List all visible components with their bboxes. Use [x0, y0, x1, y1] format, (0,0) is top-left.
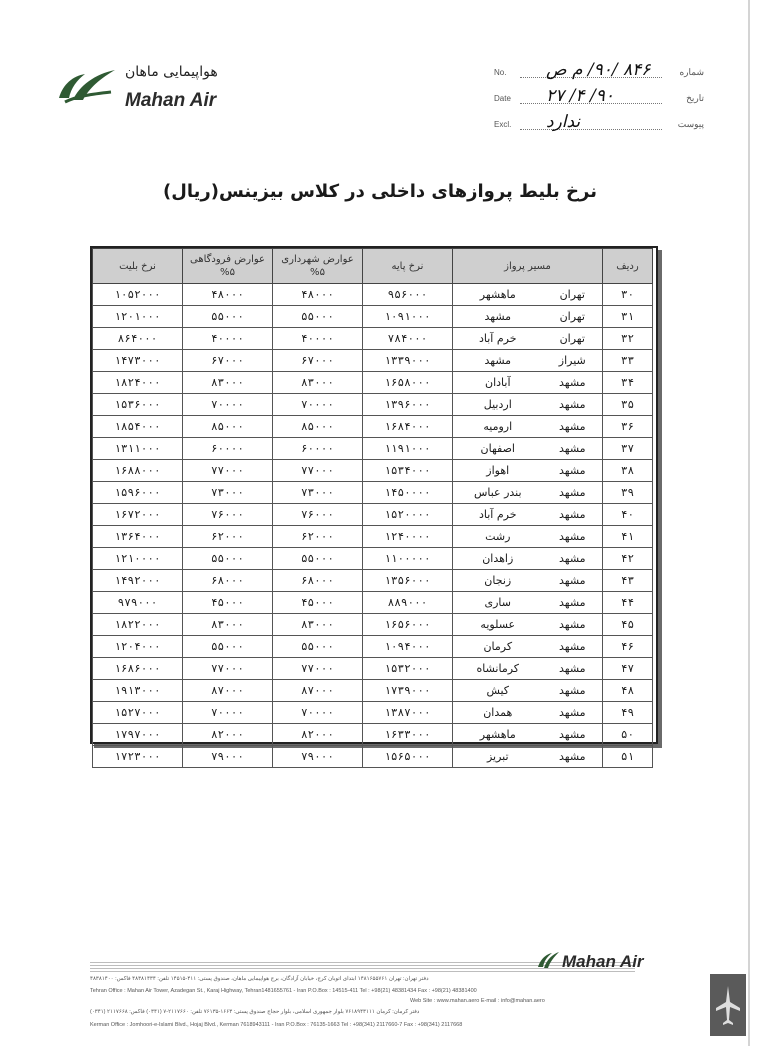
city-tax-cell: ۴۸۰۰۰: [273, 284, 363, 306]
route-destination-cell: کرمان: [453, 636, 543, 658]
route-origin-cell: تهران: [543, 328, 603, 350]
table-row: [93, 306, 653, 328]
footer-tehran-fa: دفتر تهران: تهران ۱۴۸۱۶۵۵۷۶۱ ابتدای اتوبان کرج، خیابان آزادگان، برج هواپیمایی ماهان، صندوق پستی: ۴۱۱-۱۴۵۱۵ تلفن: ۴۸۳۸۱۴۳۴ فاکس: ۴۸۳۸۱۴۰۰: [90, 976, 429, 982]
row-number-cell: ۴۱: [603, 526, 653, 548]
ticket-fare-cell: ۱۵۳۶۰۰۰: [93, 394, 183, 416]
city-tax-cell: ۸۲۰۰۰: [273, 724, 363, 746]
base-fare-cell: ۱۷۳۹۰۰۰: [363, 680, 453, 702]
meta-attach-label-en: Excl.: [494, 120, 512, 129]
route-destination-cell: مشهد: [453, 306, 543, 328]
row-number-cell: ۴۹: [603, 702, 653, 724]
city-tax-cell: ۴۰۰۰۰: [273, 328, 363, 350]
row-number-cell: ۴۴: [603, 592, 653, 614]
airport-tax-cell: ۵۵۰۰۰: [183, 636, 273, 658]
airport-tax-cell: ۷۳۰۰۰: [183, 482, 273, 504]
table-row: [93, 372, 653, 394]
route-destination-cell: رشت: [453, 526, 543, 548]
meta-number-label-en: No.: [494, 68, 507, 77]
base-fare-cell: ۱۵۳۴۰۰۰: [363, 460, 453, 482]
base-fare-cell: ۱۵۲۰۰۰۰: [363, 504, 453, 526]
city-tax-cell: ۶۰۰۰۰: [273, 438, 363, 460]
table-row: [93, 746, 653, 768]
route-origin-cell: مشهد: [543, 416, 603, 438]
route-destination-cell: اهواز: [453, 460, 543, 482]
route-origin-cell: تهران: [543, 306, 603, 328]
logo-persian-text: هواپیمایی ماهان: [125, 64, 218, 80]
row-number-cell: ۵۱: [603, 746, 653, 768]
table-row: [93, 526, 653, 548]
table-row: [93, 350, 653, 372]
ticket-fare-cell: ۱۸۲۲۰۰۰: [93, 614, 183, 636]
route-destination-cell: ساری: [453, 592, 543, 614]
row-number-cell: ۳۳: [603, 350, 653, 372]
route-origin-cell: مشهد: [543, 614, 603, 636]
ticket-fare-cell: ۱۸۵۴۰۰۰: [93, 416, 183, 438]
table-row: [93, 592, 653, 614]
table-row: [93, 438, 653, 460]
base-fare-cell: ۷۸۴۰۰۰: [363, 328, 453, 350]
header-base-fare: نرخ پایه: [363, 249, 453, 284]
document-title: نرخ بلیط پروازهای داخلی در کلاس بیزینس(ریال): [163, 181, 597, 202]
table-row: [93, 504, 653, 526]
ticket-fare-cell: ۹۷۹۰۰۰: [93, 592, 183, 614]
base-fare-cell: ۱۰۹۱۰۰۰: [363, 306, 453, 328]
row-number-cell: ۳۵: [603, 394, 653, 416]
row-number-cell: ۳۲: [603, 328, 653, 350]
route-destination-cell: ماهشهر: [453, 724, 543, 746]
fare-table-frame: [90, 246, 658, 763]
route-destination-cell: زنجان: [453, 570, 543, 592]
airport-tax-cell: ۷۹۰۰۰: [183, 746, 273, 768]
route-origin-cell: مشهد: [543, 372, 603, 394]
mahan-air-logo: [55, 58, 235, 118]
route-destination-cell: ارومیه: [453, 416, 543, 438]
airport-tax-cell: ۴۸۰۰۰: [183, 284, 273, 306]
row-number-cell: ۵۰: [603, 724, 653, 746]
letter-meta: [494, 62, 704, 142]
city-tax-cell: ۷۹۰۰۰: [273, 746, 363, 768]
route-destination-cell: آبادان: [453, 372, 543, 394]
meta-number-label-fa: شماره: [679, 67, 704, 77]
base-fare-cell: ۱۶۵۶۰۰۰: [363, 614, 453, 636]
city-tax-cell: ۷۶۰۰۰: [273, 504, 363, 526]
table-row: [93, 416, 653, 438]
base-fare-cell: ۱۶۳۳۰۰۰: [363, 724, 453, 746]
base-fare-cell: ۱۱۹۱۰۰۰: [363, 438, 453, 460]
table-row: [93, 284, 653, 306]
city-tax-cell: ۷۷۰۰۰: [273, 460, 363, 482]
row-number-cell: ۴۳: [603, 570, 653, 592]
meta-number-value: ۸۴۶ /۹۰/ م ص: [546, 60, 651, 80]
meta-attach-value: ندارد: [546, 112, 581, 132]
header-row-number: ردیف: [603, 249, 653, 284]
ticket-fare-cell: ۱۷۲۳۰۰۰: [93, 746, 183, 768]
city-tax-cell: ۷۷۰۰۰: [273, 658, 363, 680]
airport-tax-cell: ۵۵۰۰۰: [183, 548, 273, 570]
city-tax-cell: ۸۳۰۰۰: [273, 614, 363, 636]
table-row: [93, 548, 653, 570]
base-fare-cell: ۱۱۰۰۰۰۰: [363, 548, 453, 570]
airport-tax-cell: ۸۲۰۰۰: [183, 724, 273, 746]
city-tax-cell: ۷۰۰۰۰: [273, 702, 363, 724]
meta-date-value: ۹۰/ ۴/ ۲۷: [546, 86, 614, 106]
route-origin-cell: مشهد: [543, 746, 603, 768]
row-number-cell: ۴۷: [603, 658, 653, 680]
table-row: [93, 460, 653, 482]
meta-date-label-en: Date: [494, 94, 511, 103]
city-tax-cell: ۸۵۰۰۰: [273, 416, 363, 438]
city-tax-cell: ۶۷۰۰۰: [273, 350, 363, 372]
route-origin-cell: مشهد: [543, 724, 603, 746]
base-fare-cell: ۱۳۵۶۰۰۰: [363, 570, 453, 592]
footer-plane-badge: [710, 974, 746, 1036]
ticket-fare-cell: ۱۰۵۲۰۰۰: [93, 284, 183, 306]
header-ticket-fare: نرخ بلیت: [93, 249, 183, 284]
route-destination-cell: کیش: [453, 680, 543, 702]
base-fare-cell: ۱۵۶۵۰۰۰: [363, 746, 453, 768]
base-fare-cell: ۱۴۵۰۰۰۰: [363, 482, 453, 504]
base-fare-cell: ۱۶۸۴۰۰۰: [363, 416, 453, 438]
logo-english-text: Mahan Air: [125, 90, 217, 111]
base-fare-cell: ۸۸۹۰۰۰: [363, 592, 453, 614]
table-row: [93, 724, 653, 746]
route-origin-cell: شیراز: [543, 350, 603, 372]
table-row: [93, 658, 653, 680]
table-row: [93, 636, 653, 658]
ticket-fare-cell: ۱۵۲۷۰۰۰: [93, 702, 183, 724]
route-destination-cell: بندر عباس: [453, 482, 543, 504]
city-tax-cell: ۸۳۰۰۰: [273, 372, 363, 394]
base-fare-cell: ۱۳۳۹۰۰۰: [363, 350, 453, 372]
ticket-fare-cell: ۱۳۶۴۰۰۰: [93, 526, 183, 548]
airport-tax-cell: ۷۷۰۰۰: [183, 658, 273, 680]
route-origin-cell: مشهد: [543, 526, 603, 548]
ticket-fare-cell: ۱۶۸۸۰۰۰: [93, 460, 183, 482]
table-row: [93, 614, 653, 636]
airplane-icon: [710, 974, 746, 1036]
base-fare-cell: ۱۵۳۲۰۰۰: [363, 658, 453, 680]
airport-tax-cell: ۴۵۰۰۰: [183, 592, 273, 614]
footer-mahan-mark-icon: [536, 949, 560, 971]
route-origin-cell: مشهد: [543, 570, 603, 592]
row-number-cell: ۴۶: [603, 636, 653, 658]
meta-attach-row: [494, 114, 704, 138]
ticket-fare-cell: ۱۸۲۴۰۰۰: [93, 372, 183, 394]
row-number-cell: ۳۹: [603, 482, 653, 504]
letterhead-footer: [90, 940, 750, 1040]
ticket-fare-cell: ۱۲۰۱۰۰۰: [93, 306, 183, 328]
route-origin-cell: مشهد: [543, 460, 603, 482]
ticket-fare-cell: ۱۶۸۶۰۰۰: [93, 658, 183, 680]
ticket-fare-cell: ۱۳۱۱۰۰۰: [93, 438, 183, 460]
base-fare-cell: ۱۳۹۶۰۰۰: [363, 394, 453, 416]
base-fare-cell: ۱۲۴۰۰۰۰: [363, 526, 453, 548]
ticket-fare-cell: ۱۴۹۲۰۰۰: [93, 570, 183, 592]
route-origin-cell: مشهد: [543, 438, 603, 460]
row-number-cell: ۳۴: [603, 372, 653, 394]
ticket-fare-cell: ۱۲۱۰۰۰۰: [93, 548, 183, 570]
base-fare-cell: ۹۵۶۰۰۰: [363, 284, 453, 306]
row-number-cell: ۴۰: [603, 504, 653, 526]
city-tax-cell: ۵۵۰۰۰: [273, 548, 363, 570]
route-destination-cell: ماهشهر: [453, 284, 543, 306]
route-destination-cell: خرم آباد: [453, 504, 543, 526]
city-tax-cell: ۴۵۰۰۰: [273, 592, 363, 614]
city-tax-cell: ۵۵۰۰۰: [273, 636, 363, 658]
route-origin-cell: مشهد: [543, 680, 603, 702]
row-number-cell: ۳۱: [603, 306, 653, 328]
route-destination-cell: تبریز: [453, 746, 543, 768]
route-destination-cell: اصفهان: [453, 438, 543, 460]
meta-date-label-fa: تاریخ: [686, 93, 704, 103]
base-fare-cell: ۱۶۵۸۰۰۰: [363, 372, 453, 394]
airport-tax-cell: ۷۷۰۰۰: [183, 460, 273, 482]
ticket-fare-cell: ۱۷۹۷۰۰۰: [93, 724, 183, 746]
row-number-cell: ۴۲: [603, 548, 653, 570]
ticket-fare-cell: ۱۹۱۳۰۰۰: [93, 680, 183, 702]
table-row: [93, 680, 653, 702]
airport-tax-cell: ۸۳۰۰۰: [183, 614, 273, 636]
row-number-cell: ۳۰: [603, 284, 653, 306]
header-city-tax: عوارض شهرداری ۵%: [273, 249, 363, 284]
ticket-fare-cell: ۱۴۷۳۰۰۰: [93, 350, 183, 372]
table-row: [93, 328, 653, 350]
base-fare-cell: ۱۰۹۴۰۰۰: [363, 636, 453, 658]
airport-tax-cell: ۷۶۰۰۰: [183, 504, 273, 526]
ticket-fare-cell: ۸۶۴۰۰۰: [93, 328, 183, 350]
city-tax-cell: ۶۸۰۰۰: [273, 570, 363, 592]
ticket-fare-cell: ۱۶۷۲۰۰۰: [93, 504, 183, 526]
table-row: [93, 482, 653, 504]
row-number-cell: ۴۵: [603, 614, 653, 636]
airport-tax-cell: ۶۷۰۰۰: [183, 350, 273, 372]
ticket-fare-cell: ۱۵۹۶۰۰۰: [93, 482, 183, 504]
route-origin-cell: مشهد: [543, 548, 603, 570]
route-destination-cell: اردبیل: [453, 394, 543, 416]
route-destination-cell: مشهد: [453, 350, 543, 372]
route-destination-cell: عسلویه: [453, 614, 543, 636]
header-airport-tax: عوارض فرودگاهی ۵%: [183, 249, 273, 284]
table-row: [93, 702, 653, 724]
mahan-air-mark-icon: [55, 64, 119, 108]
meta-attach-label-fa: پیوست: [677, 119, 704, 129]
route-destination-cell: خرم آباد: [453, 328, 543, 350]
city-tax-cell: ۷۳۰۰۰: [273, 482, 363, 504]
row-number-cell: ۳۸: [603, 460, 653, 482]
table-row: [93, 570, 653, 592]
route-destination-cell: زاهدان: [453, 548, 543, 570]
city-tax-cell: ۸۷۰۰۰: [273, 680, 363, 702]
fare-table: [92, 248, 653, 768]
route-origin-cell: تهران: [543, 284, 603, 306]
footer-kerman-fa: دفتر کرمان: کرمان ۷۶۱۸۹۴۳۱۱۱ بلوار جمهوری اسلامی، بلوار حجاج صندوق پستی: ۱۶۶۳-۷۶۱۳۵ تلفن: ۲۱۱۷۶۶۰-۷ (۰۳۴۱) فاکس: ۲۱۱۷۶۶۸ (۰۳۴۱): [90, 1009, 420, 1015]
route-origin-cell: مشهد: [543, 504, 603, 526]
airport-tax-cell: ۷۰۰۰۰: [183, 702, 273, 724]
footer-brand: Mahan Air: [562, 952, 644, 971]
base-fare-cell: ۱۳۸۷۰۰۰: [363, 702, 453, 724]
route-origin-cell: مشهد: [543, 482, 603, 504]
meta-date-row: [494, 88, 704, 112]
airport-tax-cell: ۸۷۰۰۰: [183, 680, 273, 702]
city-tax-cell: ۷۰۰۰۰: [273, 394, 363, 416]
airport-tax-cell: ۶۰۰۰۰: [183, 438, 273, 460]
airport-tax-cell: ۸۵۰۰۰: [183, 416, 273, 438]
meta-number-row: [494, 62, 704, 86]
ticket-fare-cell: ۱۲۰۴۰۰۰: [93, 636, 183, 658]
table-body: [93, 284, 653, 768]
row-number-cell: ۴۸: [603, 680, 653, 702]
airport-tax-cell: ۶۸۰۰۰: [183, 570, 273, 592]
row-number-cell: ۳۷: [603, 438, 653, 460]
route-destination-cell: همدان: [453, 702, 543, 724]
route-destination-cell: کرمانشاه: [453, 658, 543, 680]
airport-tax-cell: ۴۰۰۰۰: [183, 328, 273, 350]
table-row: [93, 394, 653, 416]
airport-tax-cell: ۷۰۰۰۰: [183, 394, 273, 416]
row-number-cell: ۳۶: [603, 416, 653, 438]
route-origin-cell: مشهد: [543, 636, 603, 658]
route-origin-cell: مشهد: [543, 592, 603, 614]
header-route: مسیر پرواز: [453, 249, 603, 284]
city-tax-cell: ۵۵۰۰۰: [273, 306, 363, 328]
meta-dots: [520, 129, 662, 130]
airport-tax-cell: ۸۳۰۰۰: [183, 372, 273, 394]
route-origin-cell: مشهد: [543, 702, 603, 724]
footer-kerman-en: Kerman Office : Jomhoori-e-Islami Blvd., Hojaj Blvd., Kerman 7618943111 - Iran P.O.Box : 76135-1663 Tel : +98(341) 2117660-7 Fax : +98(341) 2117668: [90, 1022, 463, 1028]
route-origin-cell: مشهد: [543, 658, 603, 680]
footer-web: Web Site : www.mahan.aero E-mail : info@mahan.aero: [410, 998, 545, 1004]
page-edge: [748, 0, 750, 1046]
table-header-row: [93, 249, 653, 284]
route-origin-cell: مشهد: [543, 394, 603, 416]
airport-tax-cell: ۵۵۰۰۰: [183, 306, 273, 328]
footer-tehran-en: Tehran Office : Mahan Air Tower, Azadegan St., Karaj Highway, Tehran1481655761 - Iran P.O.Box : 14515-411 Tel : +98(21) 48381434 Fax : +98(21) 48381400: [90, 988, 477, 994]
city-tax-cell: ۶۲۰۰۰: [273, 526, 363, 548]
airport-tax-cell: ۶۲۰۰۰: [183, 526, 273, 548]
